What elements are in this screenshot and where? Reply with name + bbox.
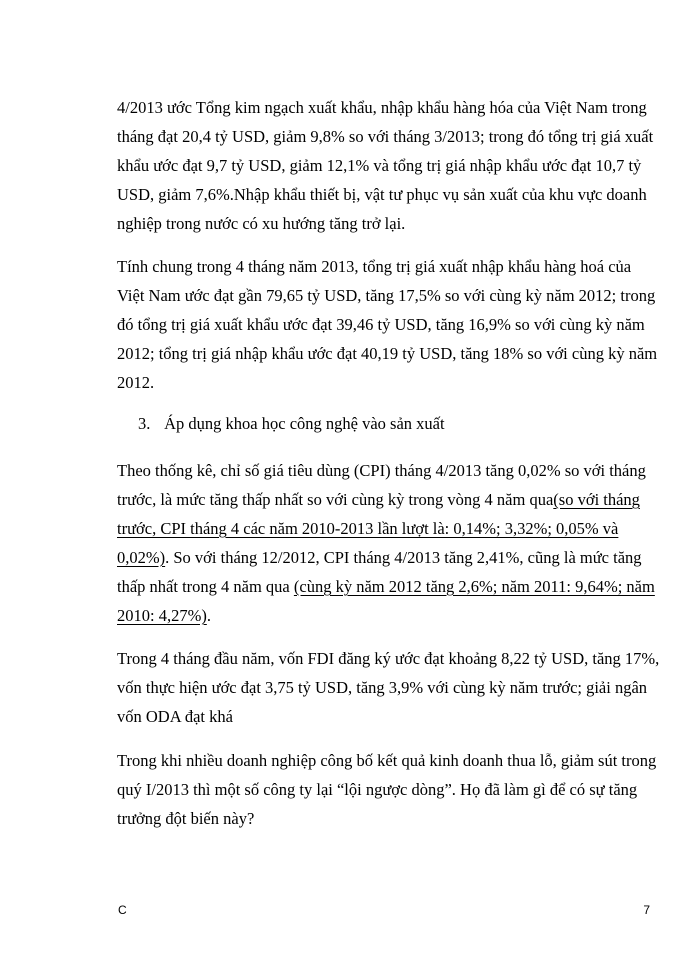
cpi-text-1: Theo thống kê, chỉ số giá tiêu dùng (CPI) tháng 4/2013 tăng 0,02% so với tháng trước, là mức tăng thấp nhất so với cùng kỳ trong vòng 4 năm qua bbox=[117, 461, 646, 509]
section-title: Áp dụng khoa học công nghệ vào sản xuất bbox=[164, 414, 445, 433]
page-number: 7 bbox=[643, 903, 650, 917]
cpi-text-3: . bbox=[206, 606, 211, 625]
paragraph-fdi: Trong 4 tháng đầu năm, vốn FDI đăng ký ước đạt khoảng 8,22 tỷ USD, tăng 17%, vốn thực hiện ước đạt 3,75 tỷ USD, tăng 3,9% với cùng kỳ năm trước; giải ngân vốn ODA đạt khá bbox=[117, 649, 660, 726]
paragraph-trade-four-months: Tính chung trong 4 tháng năm 2013, tổng trị giá xuất nhập khẩu hàng hoá của Việt Nam ước đạt gần 79,65 tỷ USD, tăng 17,5% so với cùng kỳ năm 2012; trong đó tổng trị giá xuất khẩu ước đạt 39,46 tỷ USD, tăng 16,9% so với cùng kỳ năm 2012; tổng trị giá nhập khẩu ước đạt 40,19 tỷ USD, tăng 18% so với cùng kỳ năm 2012. bbox=[117, 257, 658, 392]
cpi-underlined-note-1: (so với tháng trước, CPI tháng 4 các năm 2010-2013 lần lượt là: 0,14%; 3,32%; 0,05% và 0,02%) bbox=[117, 490, 640, 567]
paragraph-business-results: Trong khi nhiều doanh nghiệp công bố kết quả kinh doanh thua lỗ, giảm sút trong quý I/2013 thì một số công ty lại “lội ngược dòng”. Họ đã làm gì để có sự tăng trưởng đột biến này? bbox=[117, 751, 657, 828]
section-heading bbox=[138, 409, 445, 438]
section-number: 3. bbox=[138, 414, 151, 433]
footer-left-label: C bbox=[118, 903, 127, 917]
paragraph-cpi bbox=[117, 456, 662, 630]
paragraph-trade-april: 4/2013 ước Tổng kim ngạch xuất khẩu, nhập khẩu hàng hóa của Việt Nam trong tháng đạt 20,4 tỷ USD, giảm 9,8% so với tháng 3/2013; trong đó tổng trị giá xuất khẩu ước đạt 9,7 tỷ USD, giảm 12,1% và tổng trị giá nhập khẩu ước đạt 10,7 tỷ USD, giảm 7,6%.Nhập khẩu thiết bị, vật tư phục vụ sản xuất của khu vực doanh nghiệp trong nước có xu hướng tăng trở lại. bbox=[117, 98, 654, 233]
cpi-underlined-note-2: (cùng kỳ năm 2012 tăng 2,6%; năm 2011: 9,64%; năm 2010: 4,27%) bbox=[117, 577, 655, 625]
cpi-text-2: . So với tháng 12/2012, CPI tháng 4/2013 tăng 2,41%, cũng là mức tăng thấp nhất trong 4 năm qua bbox=[117, 548, 642, 596]
